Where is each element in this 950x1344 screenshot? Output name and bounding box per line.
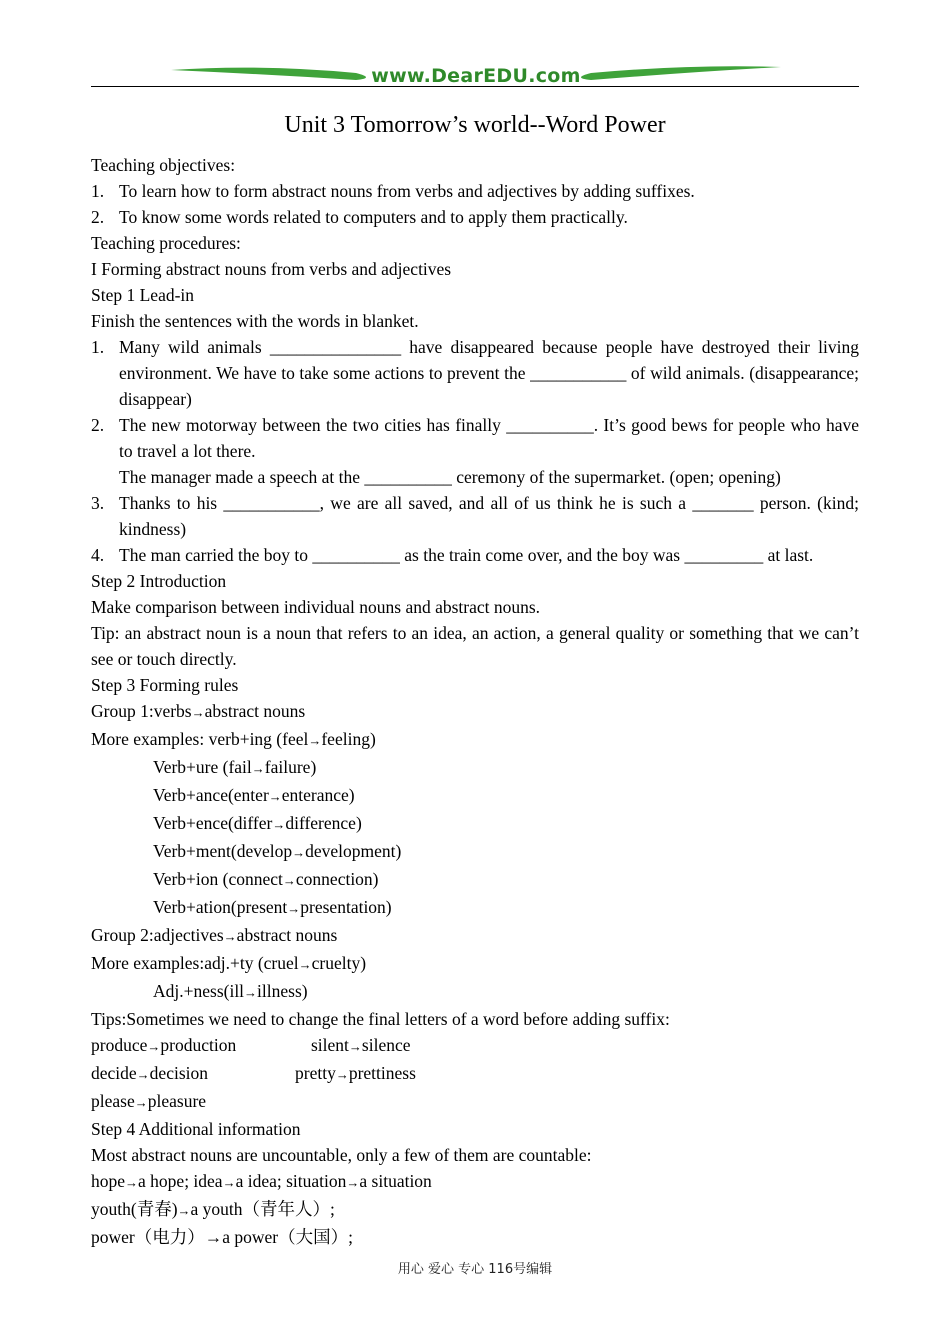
countable-youth: youth(青春)→a youth（青年人）; bbox=[91, 1199, 335, 1219]
verb-rule: Verb+ure (fail→failure) bbox=[153, 757, 317, 777]
exercise-item bbox=[91, 412, 859, 464]
arrow-icon: → bbox=[147, 1039, 161, 1054]
exercise-item bbox=[91, 490, 859, 542]
exercise-number: 1. bbox=[91, 337, 105, 357]
verb-rule: Verb+ment(develop→development) bbox=[153, 841, 402, 861]
tips-change: Tips:Sometimes we need to change the final letters of a word before adding suffix: bbox=[91, 1009, 670, 1029]
exercise-number: 4. bbox=[91, 545, 105, 565]
arrow-icon: → bbox=[251, 761, 265, 776]
exercise-text: The new motorway between the two cities has finally __________. It’s good bews for people who have to travel a lot there. bbox=[119, 415, 859, 461]
change-row: decide→decision pretty→prettiness bbox=[91, 1063, 416, 1083]
exercise-text: Many wild animals _______________ have disappeared because people have destroyed their living environment. We have to take some actions to prevent the ___________ of wild animals. (disappearance; disappear) bbox=[119, 337, 859, 409]
countable-power: power（电力）→a power（大国）; bbox=[91, 1227, 353, 1247]
page-footer: 用心 爱心 专心 116号编辑 bbox=[397, 1262, 553, 1277]
step1-instruction: Finish the sentences with the words in blanket. bbox=[91, 311, 419, 331]
step2-text: Make comparison between individual nouns and abstract nouns. bbox=[91, 597, 541, 617]
objective-text: To learn how to form abstract nouns from verbs and adjectives by adding suffixes. bbox=[119, 181, 695, 201]
tip-text: Tip: an abstract noun is a noun that refers to an idea, an action, a general quality or something that we can’t see or touch directly. bbox=[91, 623, 859, 669]
arrow-icon: → bbox=[298, 957, 312, 972]
arrow-icon: → bbox=[346, 1175, 360, 1190]
arrow-icon: → bbox=[308, 733, 322, 748]
banner-text: www.DearEDU.com bbox=[371, 65, 581, 87]
verb-rule: Verb+ance(enter→enterance) bbox=[153, 785, 355, 805]
objectives-heading: Teaching objectives: bbox=[91, 155, 236, 175]
change-row: please→pleasure bbox=[91, 1091, 207, 1111]
arrow-icon: → bbox=[222, 1175, 236, 1190]
adj-rule: Adj.+ness(ill→illness) bbox=[153, 981, 308, 1001]
step4-text: Most abstract nouns are uncountable, only a few of them are countable: bbox=[91, 1145, 592, 1165]
objective-text: To know some words related to computers and to apply them practically. bbox=[119, 207, 628, 227]
arrow-icon: → bbox=[272, 817, 286, 832]
exercise-text: Thanks to his ___________, we are all saved, and all of us think he is such a _______ person. (kind; kindness) bbox=[119, 493, 859, 539]
exercise-continuation: The manager made a speech at the __________ ceremony of the supermarket. (open; opening) bbox=[119, 467, 781, 487]
arrow-icon: → bbox=[292, 845, 306, 860]
step2-heading: Step 2 Introduction bbox=[91, 571, 227, 591]
arrow-icon: → bbox=[282, 873, 296, 888]
arrow-icon: → bbox=[125, 1175, 139, 1190]
exercise-number: 3. bbox=[91, 493, 105, 513]
arrow-icon: → bbox=[134, 1095, 148, 1110]
objective-number: 1. bbox=[91, 181, 105, 201]
arrow-icon: → bbox=[268, 789, 282, 804]
procedures-heading: Teaching procedures: bbox=[91, 233, 241, 253]
objective-item bbox=[91, 204, 859, 230]
group2-examples: More examples:adj.+ty (cruel→cruelty) bbox=[91, 953, 367, 973]
exercise-number: 2. bbox=[91, 415, 105, 435]
step3-heading: Step 3 Forming rules bbox=[91, 675, 239, 695]
countable-examples: hope→a hope; idea→a idea; situation→a situation bbox=[91, 1171, 432, 1191]
group2-heading: Group 2:adjectives→abstract nouns bbox=[91, 925, 338, 945]
verb-rule: Verb+ence(differ→difference) bbox=[153, 813, 362, 833]
part1-heading: I Forming abstract nouns from verbs and adjectives bbox=[91, 259, 452, 279]
exercise-item bbox=[91, 542, 859, 568]
objective-number: 2. bbox=[91, 207, 105, 227]
arrow-icon: → bbox=[223, 929, 237, 944]
arrow-icon: → bbox=[177, 1203, 191, 1218]
dearedu-banner bbox=[171, 62, 781, 88]
group1-examples: More examples: verb+ing (feel→feeling) bbox=[91, 729, 376, 749]
step1-heading: Step 1 Lead-in bbox=[91, 285, 195, 305]
exercise-item bbox=[91, 334, 859, 412]
change-row: produce→production silent→silence bbox=[91, 1035, 411, 1055]
exercise-text: The man carried the boy to __________ as the train come over, and the boy was _________ at last. bbox=[119, 545, 814, 565]
arrow-icon: → bbox=[244, 985, 258, 1000]
arrow-icon: → bbox=[204, 1227, 223, 1247]
verb-rule: Verb+ation(present→presentation) bbox=[153, 897, 392, 917]
page-title: Unit 3 Tomorrow’s world--Word Power bbox=[284, 112, 666, 138]
arrow-icon: → bbox=[348, 1039, 362, 1054]
document-body bbox=[91, 152, 859, 1250]
step4-heading: Step 4 Additional information bbox=[91, 1119, 301, 1139]
objective-item bbox=[91, 178, 859, 204]
group1-heading: Group 1:verbs→abstract nouns bbox=[91, 701, 306, 721]
page-header bbox=[91, 62, 859, 90]
arrow-icon: → bbox=[191, 705, 205, 720]
arrow-icon: → bbox=[287, 901, 301, 916]
arrow-icon: → bbox=[136, 1067, 150, 1082]
verb-rule: Verb+ion (connect→connection) bbox=[153, 869, 379, 889]
arrow-icon: → bbox=[335, 1067, 349, 1082]
header-rule bbox=[91, 86, 859, 87]
